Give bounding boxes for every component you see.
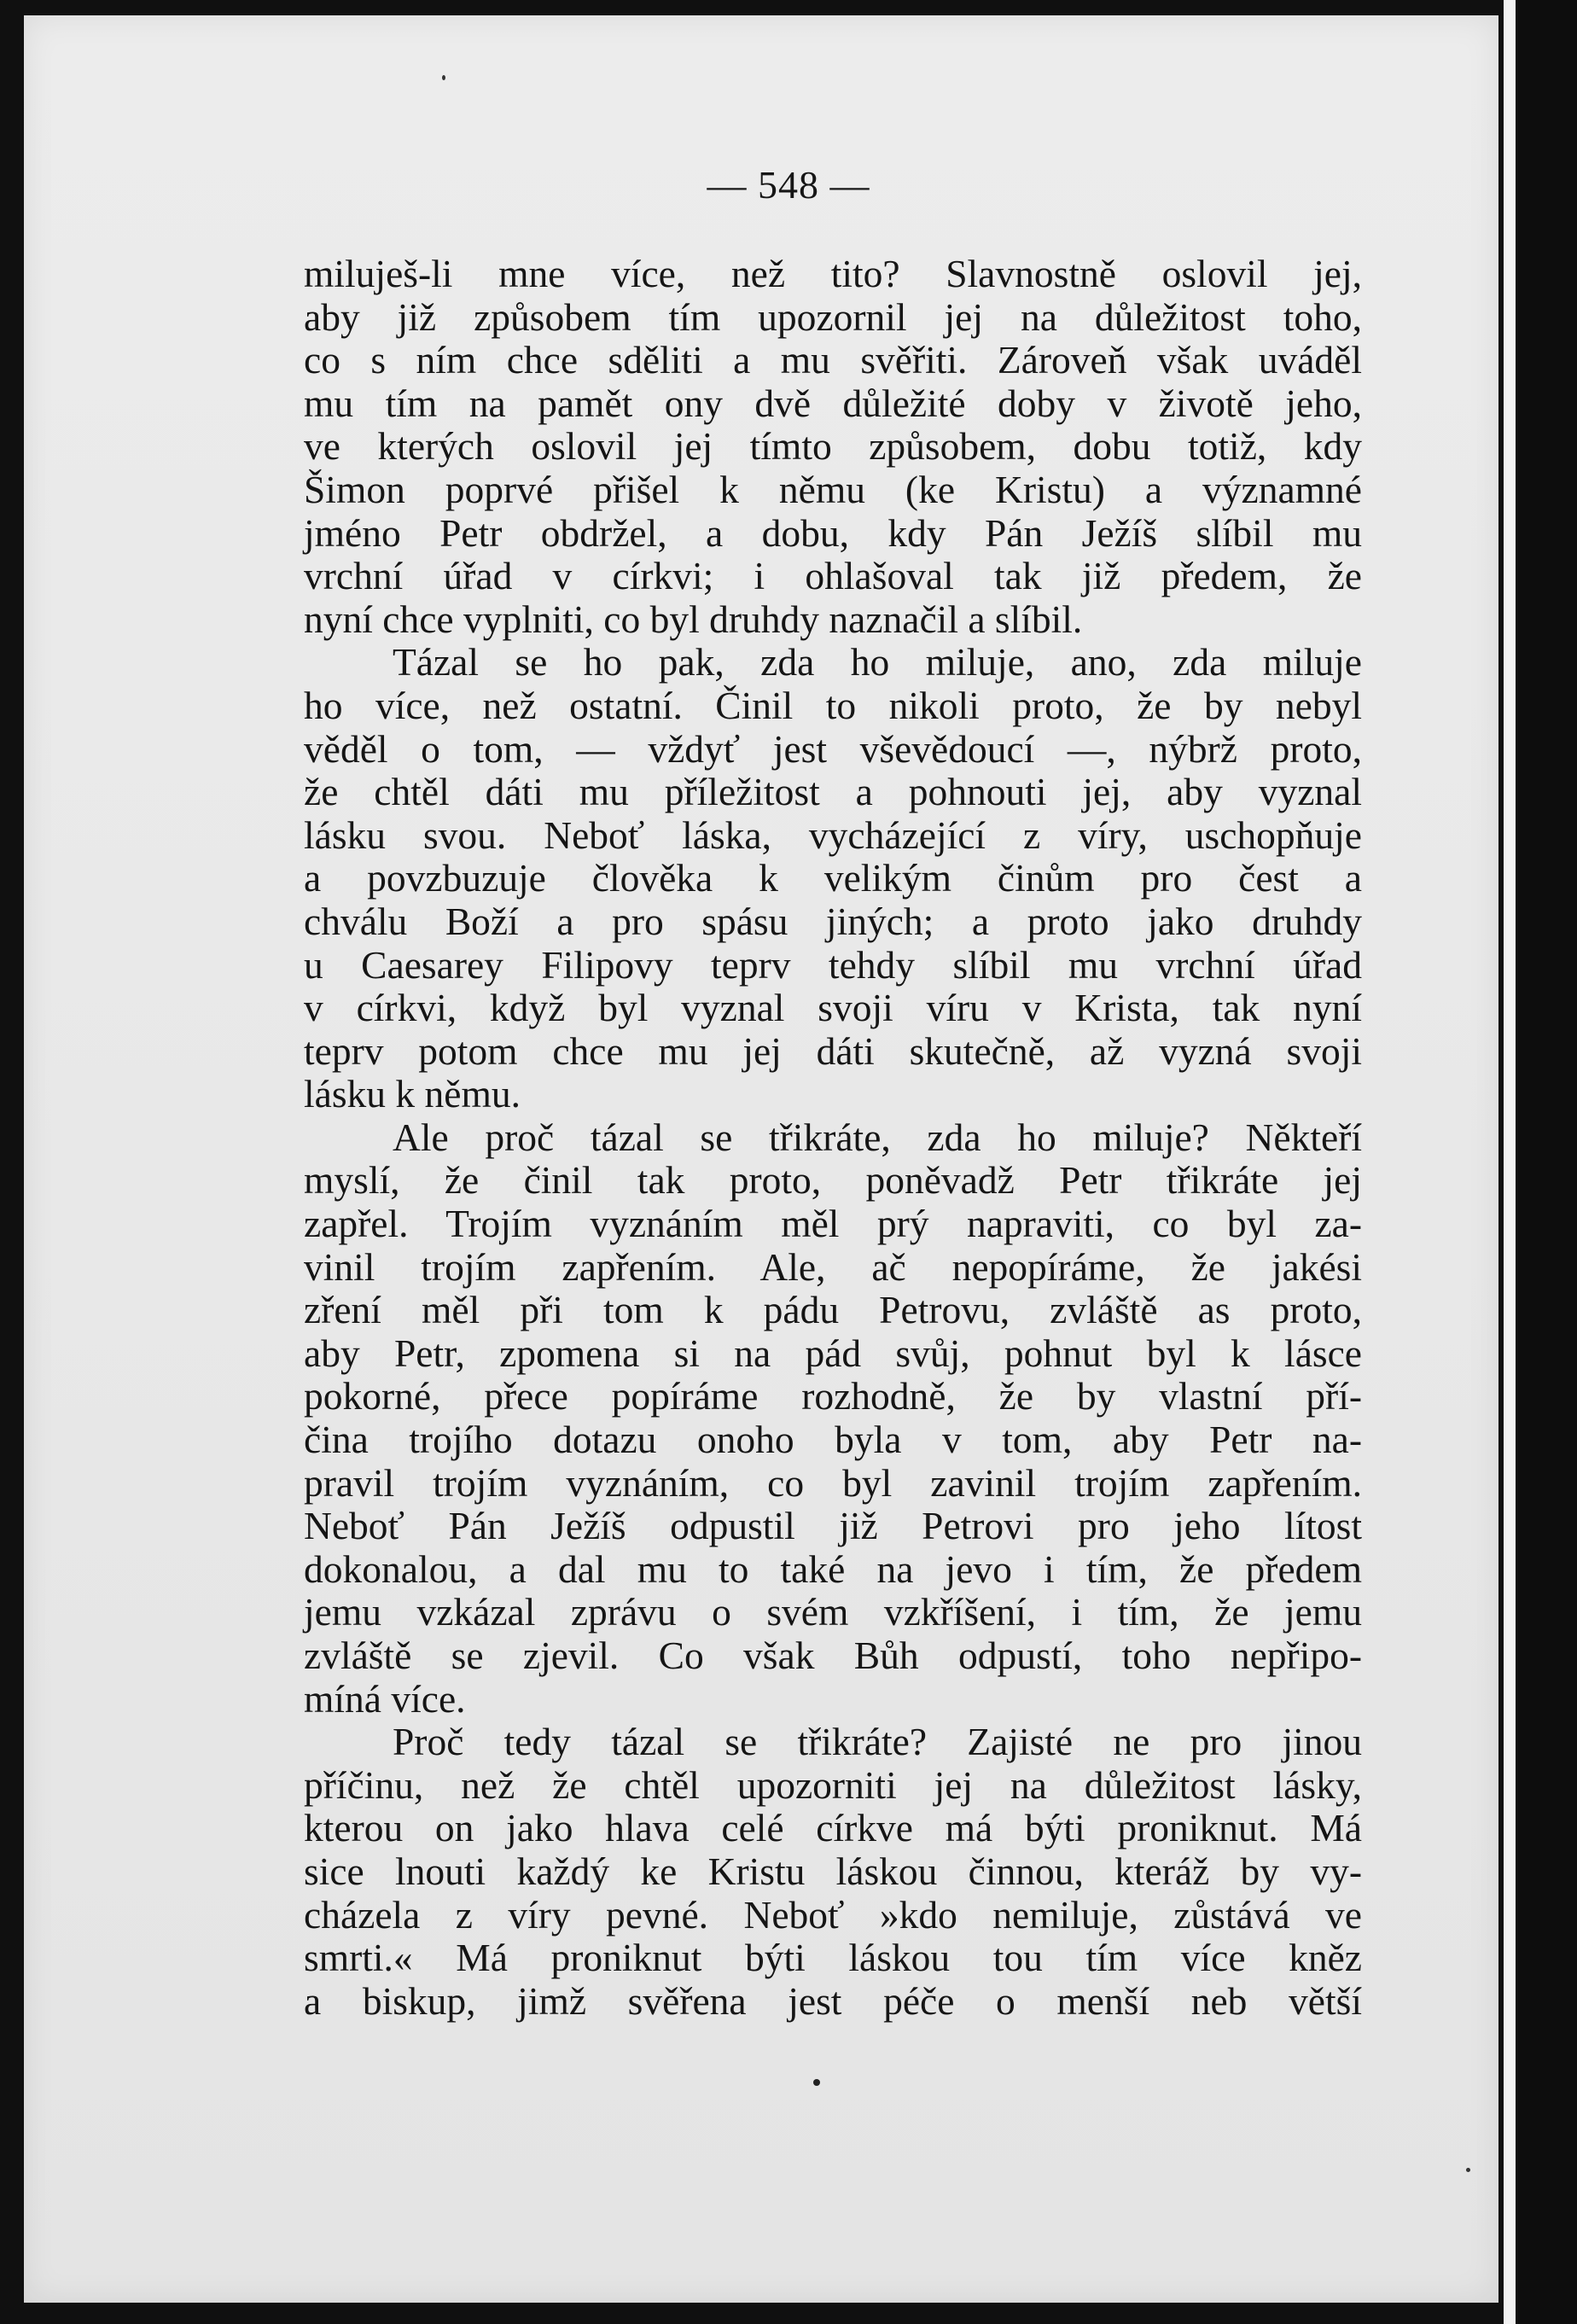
text-line: jemu vzkázal zprávu o svém vzkříšení, i tím, že jemu: [304, 1590, 1362, 1634]
text-line: Proč tedy tázal se třikráte? Zajisté ne pro jinou: [393, 1720, 1362, 1764]
text-line: v církvi, když byl vyznal svoji víru v Krista, tak nyní: [304, 986, 1362, 1030]
text-line: ve kterých oslovil jej tímto způsobem, dobu totiž, kdy: [304, 424, 1362, 469]
paragraph-2: [304, 641, 1362, 1116]
text-line: mu tím na pamět ony dvě důležité doby v životě jeho,: [304, 381, 1362, 425]
paragraph-3: [304, 1116, 1362, 1721]
text-line: myslí, že činil tak proto, poněvadž Petr třikráte jej: [304, 1158, 1362, 1203]
text-line: a povzbuzuje člověka k velikým činům pro čest a: [304, 856, 1362, 900]
text-line: zvláště se zjevil. Co však Bůh odpustí, toho nepřipo-: [304, 1634, 1362, 1677]
paragraph-1: [304, 253, 1362, 641]
text-line: pokorné, přece popíráme rozhodně, že by vlastní pří-: [304, 1374, 1362, 1418]
text-line: lásku k němu.: [304, 1072, 521, 1116]
text-line: ho více, než ostatní. Činil to nikoli proto, že by nebyl: [304, 683, 1362, 727]
text-line: Šimon poprvé přišel k němu (ke Kristu) a významné: [304, 467, 1362, 511]
text-line: zapřel. Trojím vyznáním měl prý napraviti, co byl za-: [304, 1202, 1362, 1246]
text-line: lásku svou. Neboť láska, vycházející z víry, uschopňuje: [304, 813, 1362, 857]
ink-speck: [1466, 2168, 1470, 2172]
text-line: věděl o tom, — vždyť jest vševědoucí —, nýbrž proto,: [304, 726, 1362, 771]
text-line: příčinu, než že chtěl upozorniti jej na důležitost lásky,: [304, 1762, 1362, 1807]
text-line: míná více.: [304, 1676, 466, 1721]
text-line: sice lnouti každý ke Kristu láskou činnou, kteráž by vy-: [304, 1849, 1362, 1893]
scan-border-right: [1516, 0, 1577, 2324]
text-line: miluješ-li mne více, než tito? Slavnostně oslovil jej,: [304, 252, 1362, 295]
text-line: Tázal se ho pak, zda ho miluje, ano, zda miluje: [393, 640, 1362, 684]
body-text: [304, 253, 1362, 2023]
text-line: dokonalou, a dal mu to také na jevo i tím, že předem: [304, 1546, 1362, 1591]
text-line: u Caesarey Filipovy teprv tehdy slíbil mu vrchní úřad: [304, 942, 1362, 987]
text-line: chválu Boží a pro spásu jiných; a proto jako druhdy: [304, 899, 1362, 943]
text-line: jméno Petr obdržel, a dobu, kdy Pán Ježíš slíbil mu: [304, 510, 1362, 555]
text-line: aby Petr, zpomena si na pád svůj, pohnut byl k lásce: [304, 1331, 1362, 1375]
text-line: aby již způsobem tím upozornil jej na důležitost toho,: [304, 294, 1362, 339]
text-line: co s ním chce sděliti a mu svěřiti. Zároveň však uváděl: [304, 338, 1362, 382]
page-number: — 548 —: [707, 163, 870, 207]
text-line: a biskup, jimž svěřena jest péče o menší neb větší: [304, 1978, 1362, 2023]
text-line: teprv potom chce mu jej dáti skutečně, až vyzná svoji: [304, 1028, 1362, 1073]
text-line: Ale proč tázal se třikráte, zda ho miluje? Někteří: [393, 1115, 1362, 1159]
text-line: smrti.« Má proniknut býti láskou tou tím více kněz: [304, 1936, 1362, 1980]
text-line: cházela z víry pevné. Neboť »kdo nemiluje, zůstává ve: [304, 1892, 1362, 1937]
text-line: vrchní úřad v církvi; i ohlašoval tak již předem, že: [304, 554, 1362, 598]
ink-speck: [442, 75, 445, 80]
ink-dot: [813, 2079, 820, 2086]
text-line: pravil trojím vyznáním, co byl zavinil trojím zapřením.: [304, 1460, 1362, 1505]
text-line: vinil trojím zapřením. Ale, ač nepopíráme, že jakési: [304, 1244, 1362, 1289]
text-line: že chtěl dáti mu příležitost a pohnouti jej, aby vyznal: [304, 770, 1362, 814]
text-line: nyní chce vyplniti, co byl druhdy naznačil a slíbil.: [304, 597, 1083, 641]
page-edge: [1504, 0, 1516, 2324]
text-line: čina trojího dotazu onoho byla v tom, aby Petr na-: [304, 1418, 1362, 1462]
text-line: zření měl při tom k pádu Petrovu, zvláště as proto,: [304, 1288, 1362, 1332]
text-line: Neboť Pán Ježíš odpustil již Petrovi pro jeho lítost: [304, 1504, 1362, 1548]
text-line: kterou on jako hlava celé církve má býti proniknut. Má: [304, 1806, 1362, 1850]
paragraph-4: [304, 1721, 1362, 2023]
